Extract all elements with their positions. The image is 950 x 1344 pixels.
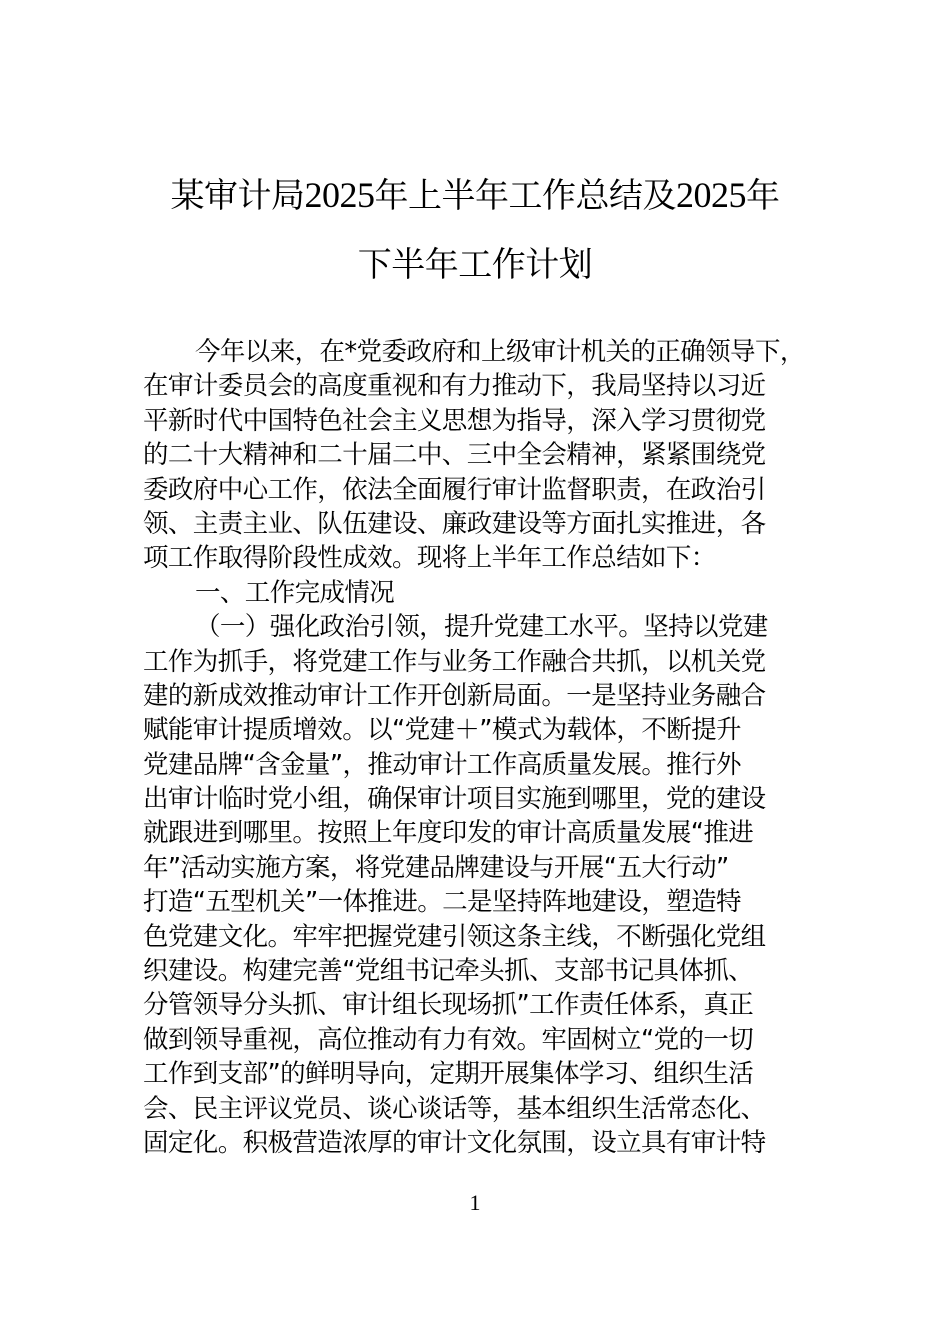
paragraph-line: 年”活动实施方案，将党建品牌建设与开展“五大行动”: [143, 852, 729, 883]
paragraph-line: 党建品牌“含金量”，推动审计工作高质量发展。推行外: [143, 749, 741, 780]
document-title-line-2: 下半年工作计划: [357, 245, 593, 285]
paragraph-line: 色党建文化。牢牢把握党建引领这条主线，不断强化党组: [143, 921, 766, 952]
subsection-line: （一）强化政治引领，提升党建工水平。坚持以党建: [195, 612, 768, 643]
page-number: 1: [469, 1190, 481, 1215]
paragraph-line: 织建设。构建完善“党组书记牵头抓、支部书记具体抓、: [143, 956, 754, 987]
title-year: 2025: [304, 175, 375, 215]
paragraph-line: 固定化。积极营造浓厚的审计文化氛围，设立具有审计特: [143, 1127, 766, 1158]
title-year: 2025: [676, 175, 746, 215]
paragraph-line: 会、民主评议党员、谈心谈话等，基本组织生活常态化、: [143, 1093, 766, 1124]
title-text: 某审计局: [170, 176, 305, 216]
paragraph-line: 分管领导分头抓、审计组长现场抓”工作责任体系，真正: [143, 990, 754, 1021]
paragraph-line: 今年以来，在*党委政府和上级审计机关的正确领导下，: [195, 337, 805, 367]
title-text: 年: [746, 176, 780, 216]
paragraph-line: 出审计临时党小组，确保审计项目实施到哪里，党的建设: [143, 784, 766, 815]
paragraph-line: 在审计委员会的高度重视和有力推动下，我局坚持以习近: [143, 371, 766, 402]
paragraph-line: 工作为抓手，将党建工作与业务工作融合共抓，以机关党: [143, 646, 766, 677]
paragraph-line: 就跟进到哪里。按照上年度印发的审计高质量发展“推进: [143, 818, 754, 849]
paragraph-line: 的二十大精神和二十届二中、三中全会精神，紧紧围绕党: [143, 440, 766, 471]
paragraph-line: 赋能审计提质增效。以“党建＋”模式为载体，不断提升: [143, 715, 741, 746]
paragraph-line: 工作到支部”的鲜明导向，定期开展集体学习、组织生活: [143, 1059, 754, 1090]
paragraph-line: 领、主责主业、队伍建设、廉政建设等方面扎实推进，各: [143, 508, 766, 539]
document-body: [143, 335, 813, 1160]
paragraph-line: 平新时代中国特色社会主义思想为指导，深入学习贯彻党: [143, 405, 766, 436]
paragraph-line: 打造“五型机关”一体推进。二是坚持阵地建设，塑造特: [143, 887, 741, 918]
paragraph-line: 项工作取得阶段性成效。现将上半年工作总结如下：: [143, 543, 716, 574]
paragraph-line: 建的新成效推动审计工作开创新局面。一是坚持业务融合: [143, 680, 766, 711]
section-heading: 一、工作完成情况: [195, 577, 395, 608]
title-text: 年上半年工作总结及: [374, 176, 676, 216]
document-title-line-1: [100, 175, 850, 216]
paragraph-line: 委政府中心工作，依法全面履行审计监督职责，在政治引: [143, 474, 766, 505]
paragraph-line: 做到领导重视，高位推动有力有效。牢固树立“党的一切: [143, 1024, 754, 1055]
